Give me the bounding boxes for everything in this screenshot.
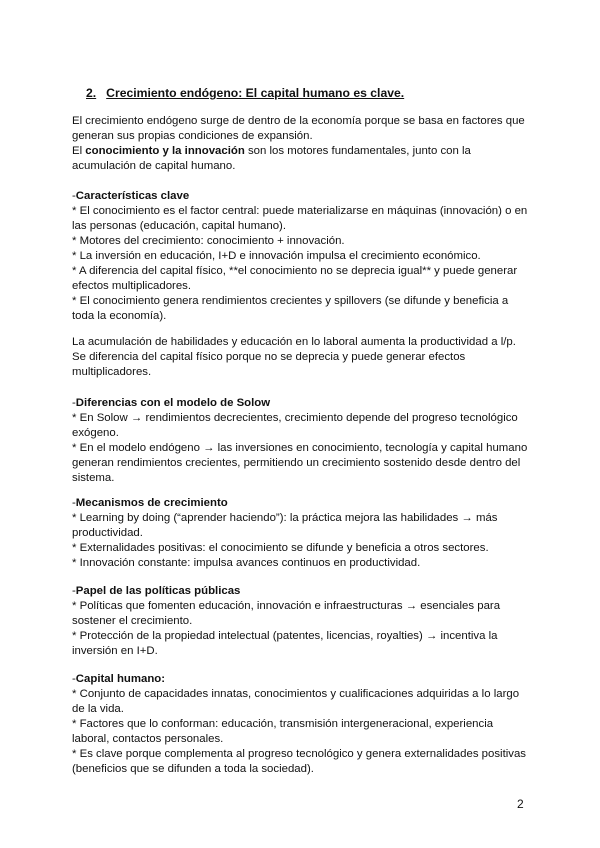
list-item: * Innovación constante: impulsa avances continuos en productividad. <box>72 557 421 569</box>
section-title <box>72 396 532 411</box>
section-title <box>72 496 532 511</box>
intro-line-2-pre: El <box>72 145 86 157</box>
list-item: * Externalidades positivas: el conocimiento se difunde y beneficia a otros sectores. <box>72 542 489 554</box>
section-title <box>72 584 532 599</box>
section-title-text: Capital humano: <box>75 673 166 685</box>
section-prefix: - <box>72 497 76 509</box>
list-item: * A diferencia del capital físico, **el conocimiento no se deprecia igual** y puede generar efectos multiplicadores. <box>72 265 518 292</box>
intro-line-2-post: son los motores fundamentales, junto con la acumulación de capital humano. <box>72 145 471 172</box>
list-item: * El conocimiento es el factor central: puede materializarse en máquinas (innovación) o en las personas (educación, capital humano). <box>72 205 528 232</box>
list-item: * Factores que lo conforman: educación, transmisión intergeneracional, experiencia laboral, contactos personales. <box>72 718 494 745</box>
section-prefix: - <box>72 585 76 597</box>
section-prefix: - <box>72 397 76 409</box>
list-item: * Políticas que fomenten educación, innovación e infraestructuras → esenciales para sostener el crecimiento. <box>72 600 501 627</box>
section-caracteristicas <box>72 189 532 324</box>
list-item: * Es clave porque complementa al progreso tecnológico y genera externalidades positivas (beneficios que se difunden a toda la sociedad). <box>72 748 526 775</box>
intro-paragraph <box>72 114 532 174</box>
page-number: 2 <box>517 797 524 811</box>
list-item: * El conocimiento genera rendimientos crecientes y spillovers (se difunde y beneficia a toda la economía). <box>72 295 509 322</box>
section-title-text: Papel de las políticas públicas <box>75 585 241 597</box>
list-item: * Protección de la propiedad intelectual (patentes, licencias, royalties) → incentiva la inversión en I+D. <box>72 630 498 657</box>
paragraph-line: Se diferencia del capital físico porque no se deprecia y puede generar efectos multiplicadores. <box>72 351 466 378</box>
section-capital-humano <box>72 672 532 777</box>
section-title-text: Características clave <box>75 190 190 202</box>
section-title-text: Diferencias con el modelo de Solow <box>75 397 271 409</box>
list-item: * Motores del crecimiento: conocimiento + innovación. <box>72 235 345 247</box>
section-heading <box>86 86 404 100</box>
paragraph-line: La acumulación de habilidades y educación en lo laboral aumenta la productividad a l/p. <box>72 336 516 348</box>
section-prefix: - <box>72 190 76 202</box>
section-title <box>72 189 532 204</box>
list-item: * La inversión en educación, I+D e innovación impulsa el crecimiento económico. <box>72 250 481 262</box>
section-prefix: - <box>72 673 76 685</box>
section-title <box>72 672 532 687</box>
section-politicas <box>72 584 532 659</box>
list-item: * En el modelo endógeno → las inversiones en conocimiento, tecnología y capital humano generan rendimientos crecientes, permitiendo un crecimiento sostenido desde dentro del sistema. <box>72 442 528 484</box>
list-item: * Learning by doing (“aprender haciendo”): la práctica mejora las habilidades → más productividad. <box>72 512 498 539</box>
list-item: * Conjunto de capacidades innatas, conocimientos y cualificaciones adquiridas a lo largo de la vida. <box>72 688 520 715</box>
section-solow <box>72 396 532 486</box>
section-title-text: Mecanismos de crecimiento <box>75 497 228 509</box>
intro-line-2-bold: conocimiento y la innovación <box>85 145 245 157</box>
paragraph-acumulacion <box>72 335 532 380</box>
heading-number: 2. <box>86 86 97 100</box>
section-mecanismos <box>72 496 532 571</box>
intro-line-1: El crecimiento endógeno surge de dentro de la economía porque se basa en factores que generan sus propias condiciones de expansión. <box>72 115 525 142</box>
list-item: * En Solow → rendimientos decrecientes, crecimiento depende del progreso tecnológico exógeno. <box>72 412 518 439</box>
intro-line-2 <box>72 144 532 174</box>
heading-text: Crecimiento endógeno: El capital humano es clave. <box>106 86 405 100</box>
